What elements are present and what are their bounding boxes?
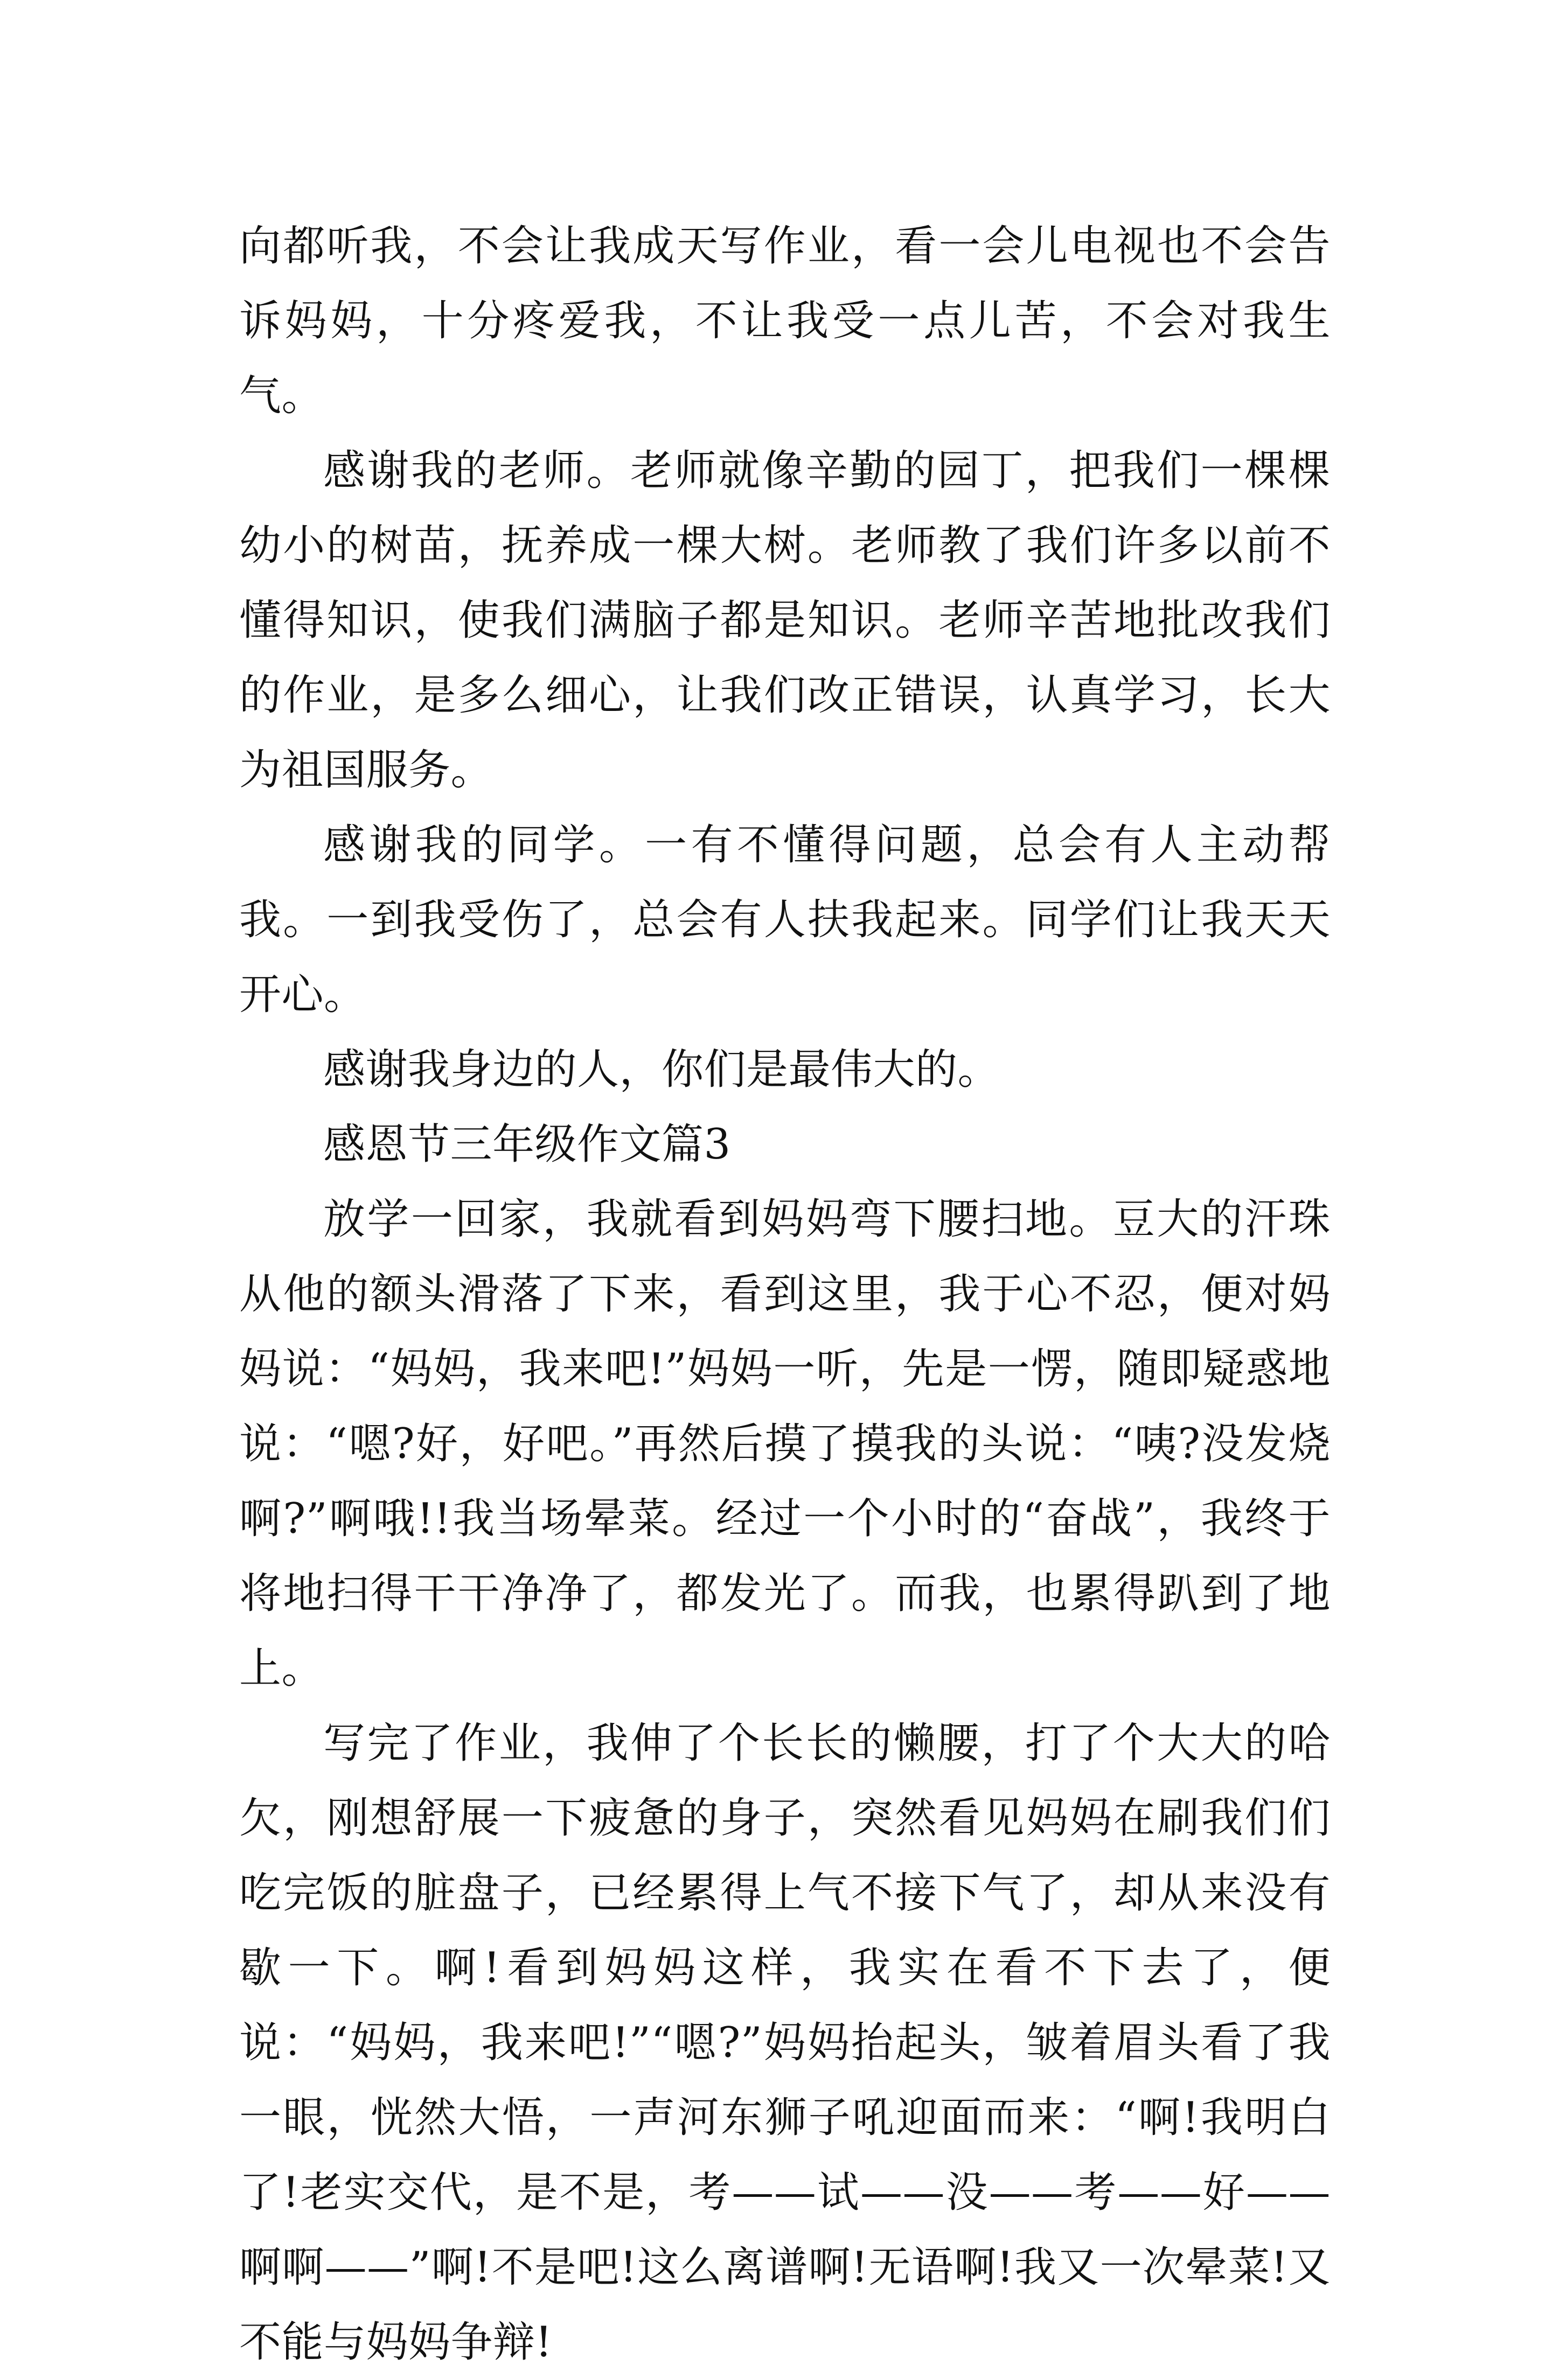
- section-heading: 感恩节三年级作文篇3: [323, 1120, 731, 1169]
- paragraph-washing-dishes: 写完了作业，我伸了个长长的懒腰，打了个大大的哈欠，刚想舒展一下疲惫的身子，突然看见妈妈在刷我们们吃完饭的脏盘子，已经累得上气不接下气了，却从来没有歇一下。啊!看到妈妈这样，我实在看不下去了，便说：“妈妈，我来吧!”“嗯?”妈妈抬起头，皱着眉头看了我一眼，恍然大悟，一声河东狮子吼迎面而来：“啊!我明白了!老实交代，是不是，考——试——没——考——好——啊啊——”啊!不是吧!这么离谱啊!无语啊!我又一次晕菜!又不能与妈妈争辩!: [239, 1719, 1331, 2367]
- paragraph-thank-classmates: 感谢我的同学。一有不懂得问题，总会有人主动帮我。一到我受伤了，总会有人扶我起来。同学们让我天天开心。: [239, 821, 1331, 1019]
- document-body: [239, 209, 1331, 2380]
- paragraph-continuation: 向都听我，不会让我成天写作业，看一会儿电视也不会告诉妈妈，十分疼爱我，不让我受一点儿苦，不会对我生气。: [239, 222, 1331, 420]
- paragraph-thank-everyone: 感谢我身边的人，你们是最伟大的。: [323, 1045, 1000, 1094]
- paragraph-thank-teacher: 感谢我的老师。老师就像辛勤的园丁，把我们一棵棵幼小的树苗，抚养成一棵大树。老师教了我们许多以前不懂得知识，使我们满脑子都是知识。老师辛苦地批改我们的作业，是多么细心，让我们改正错误，认真学习，长大为祖国服务。: [239, 446, 1331, 794]
- paragraph-sweeping-floor: 放学一回家，我就看到妈妈弯下腰扫地。豆大的汗珠从他的额头滑落了下来，看到这里，我于心不忍，便对妈妈说：“妈妈，我来吧!”妈妈一听，先是一愣，随即疑惑地说：“嗯?好，好吧。”再然后摸了摸我的头说：“咦?没发烧啊?”啊哦!!我当场晕菜。经过一个小时的“奋战”，我终于将地扫得干干净净了，都发光了。而我，也累得趴到了地上。: [239, 1195, 1331, 1693]
